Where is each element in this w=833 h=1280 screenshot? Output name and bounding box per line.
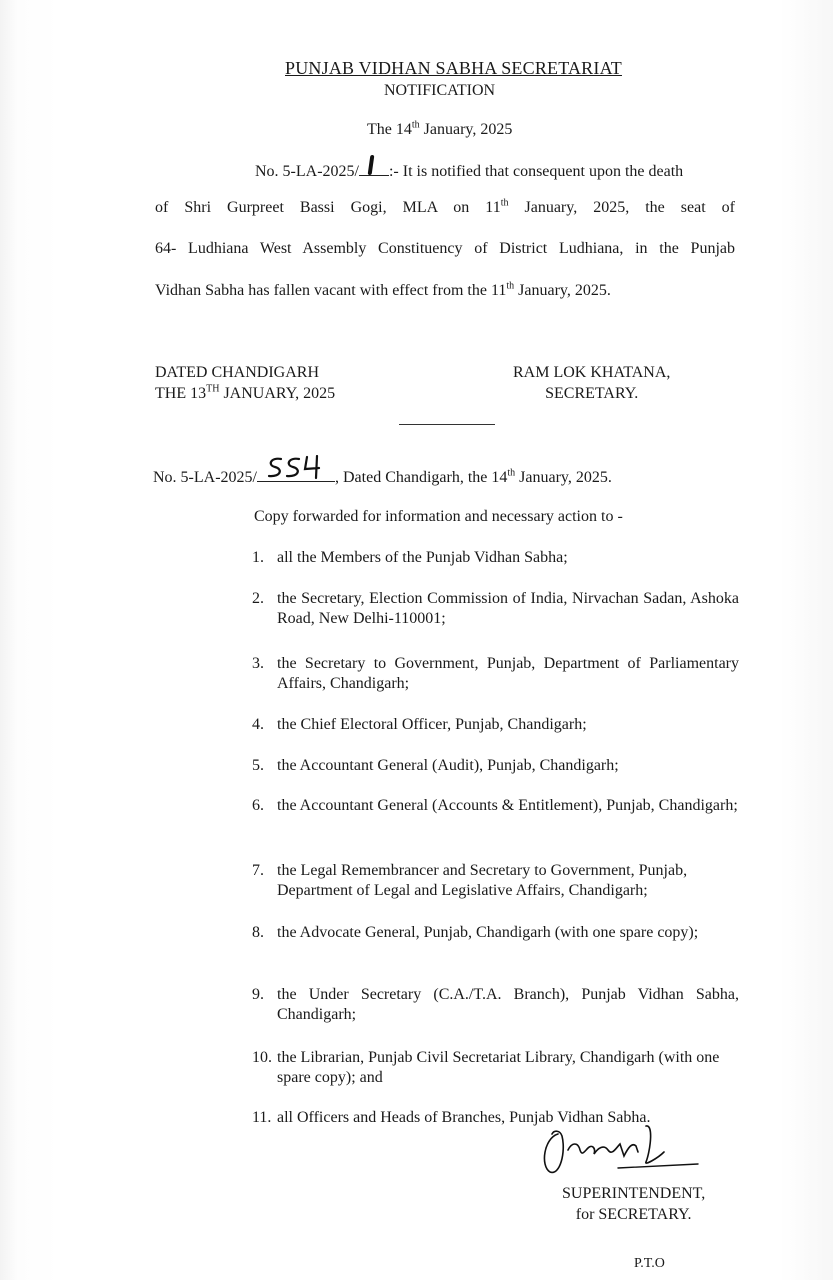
list-item-text: the Secretary to Government, Punjab, Department of Parliamentary Affairs, Chandigarh; (277, 655, 739, 692)
endorsement-prefix: No. 5-LA-2025/ (153, 469, 257, 486)
signature-icon (538, 1122, 703, 1182)
list-item-number: 9. (252, 986, 264, 1003)
dated-place: DATED CHANDIGARH (155, 364, 319, 381)
dated-place-block (155, 362, 335, 404)
dated-date (155, 383, 335, 404)
line2-part-a: of Shri Gurpreet Bassi Gogi, MLA on 11 (155, 199, 501, 216)
document-title: PUNJAB VIDHAN SABHA SECRETARIAT (285, 58, 622, 78)
handwritten-endorsement-number (257, 465, 335, 482)
date-sup: th (411, 119, 420, 131)
list-item-text: the Librarian, Punjab Civil Secretariat Library, Chandigarh (with one spare copy); and (277, 1049, 720, 1086)
notification-line-2 (155, 199, 735, 217)
list-item-text: the Under Secretary (C.A./T.A. Branch), Punjab Vidhan Sabha, Chandigarh; (277, 986, 739, 1023)
list-item-text: the Accountant General (Accounts & Entitlement), Punjab, Chandigarh; (277, 797, 738, 814)
line2-sup: th (500, 197, 509, 209)
date-suffix: January, 2025 (419, 121, 513, 138)
list-item-number: 10. (252, 1049, 272, 1066)
endorsement-number-line (153, 465, 612, 487)
list-item-number: 4. (252, 716, 264, 733)
line4-part-b: January, 2025. (514, 282, 611, 299)
line4-sup: th (506, 280, 515, 292)
superintendent-block (562, 1183, 705, 1225)
list-item-text: the Legal Remembrancer and Secretary to Government, Punjab, Department of Legal and Legislative Affairs, Chandigarh; (277, 862, 688, 899)
pto-label: P.T.O (634, 1256, 665, 1271)
list-item-text: the Accountant General (Audit), Punjab, Chandigarh; (277, 757, 619, 774)
for-secretary: for SECRETARY. (575, 1206, 692, 1223)
line4-part-a: Vidhan Sabha has fallen vacant with effect from the 11 (155, 282, 507, 299)
dated-date-b: JANUARY, 2025 (219, 385, 336, 402)
copy-forwarded-text: Copy forwarded for information and necessary action to - (254, 508, 623, 525)
list-item-text: all Officers and Heads of Branches, Punjab Vidhan Sabha. (277, 1109, 651, 1126)
list-item-number: 5. (252, 757, 264, 774)
list-item-number: 8. (252, 924, 264, 941)
notification-number-prefix: No. 5-LA-2025/ (255, 163, 359, 180)
list-item-number: 11. (252, 1109, 272, 1126)
list-item-number: 2. (252, 590, 264, 607)
section-divider (399, 424, 495, 425)
endorsement-sup: th (507, 467, 516, 479)
handwritten-554-icon (265, 455, 327, 481)
list-item-text: the Chief Electoral Officer, Punjab, Chandigarh; (277, 716, 587, 733)
document-subtitle: NOTIFICATION (384, 82, 496, 99)
handwritten-signature (538, 1122, 703, 1187)
endorsement-middle: , Dated Chandigarh, the 14 (334, 469, 508, 486)
list-item-text: the Secretary, Election Commission of India, Nirvachan Sadan, Ashoka Road, New Delhi-110001; (277, 590, 739, 627)
dated-date-sup: TH (206, 383, 220, 395)
date-prefix: The 14 (367, 121, 412, 138)
handwritten-serial (359, 159, 389, 176)
line2-part-b: January, 2025, the seat of (508, 199, 736, 216)
list-item-number: 3. (252, 655, 264, 672)
superintendent-title: SUPERINTENDENT, (562, 1185, 706, 1202)
dated-date-a: THE 13 (155, 385, 207, 402)
notification-line-1 (255, 159, 683, 181)
notification-line-4 (155, 282, 611, 300)
notification-line-1-text: :- It is notified that consequent upon the death (388, 163, 684, 180)
list-item-text: the Advocate General, Punjab, Chandigarh (with one spare copy); (277, 924, 699, 941)
secretary-title: SECRETARY. (545, 385, 639, 402)
list-item-number: 6. (252, 797, 264, 814)
secretary-block (513, 362, 670, 404)
list-item-number: 7. (252, 862, 264, 879)
list-item-number: 1. (252, 549, 264, 566)
notification-line-3: 64- Ludhiana West Assembly Constituency of District Ludhiana, in the Punjab (155, 240, 735, 257)
secretary-name: RAM LOK KHATANA, (513, 364, 671, 381)
endorsement-suffix: January, 2025. (515, 469, 612, 486)
notification-date (367, 121, 512, 139)
list-item-text: all the Members of the Punjab Vidhan Sabha; (277, 549, 568, 566)
